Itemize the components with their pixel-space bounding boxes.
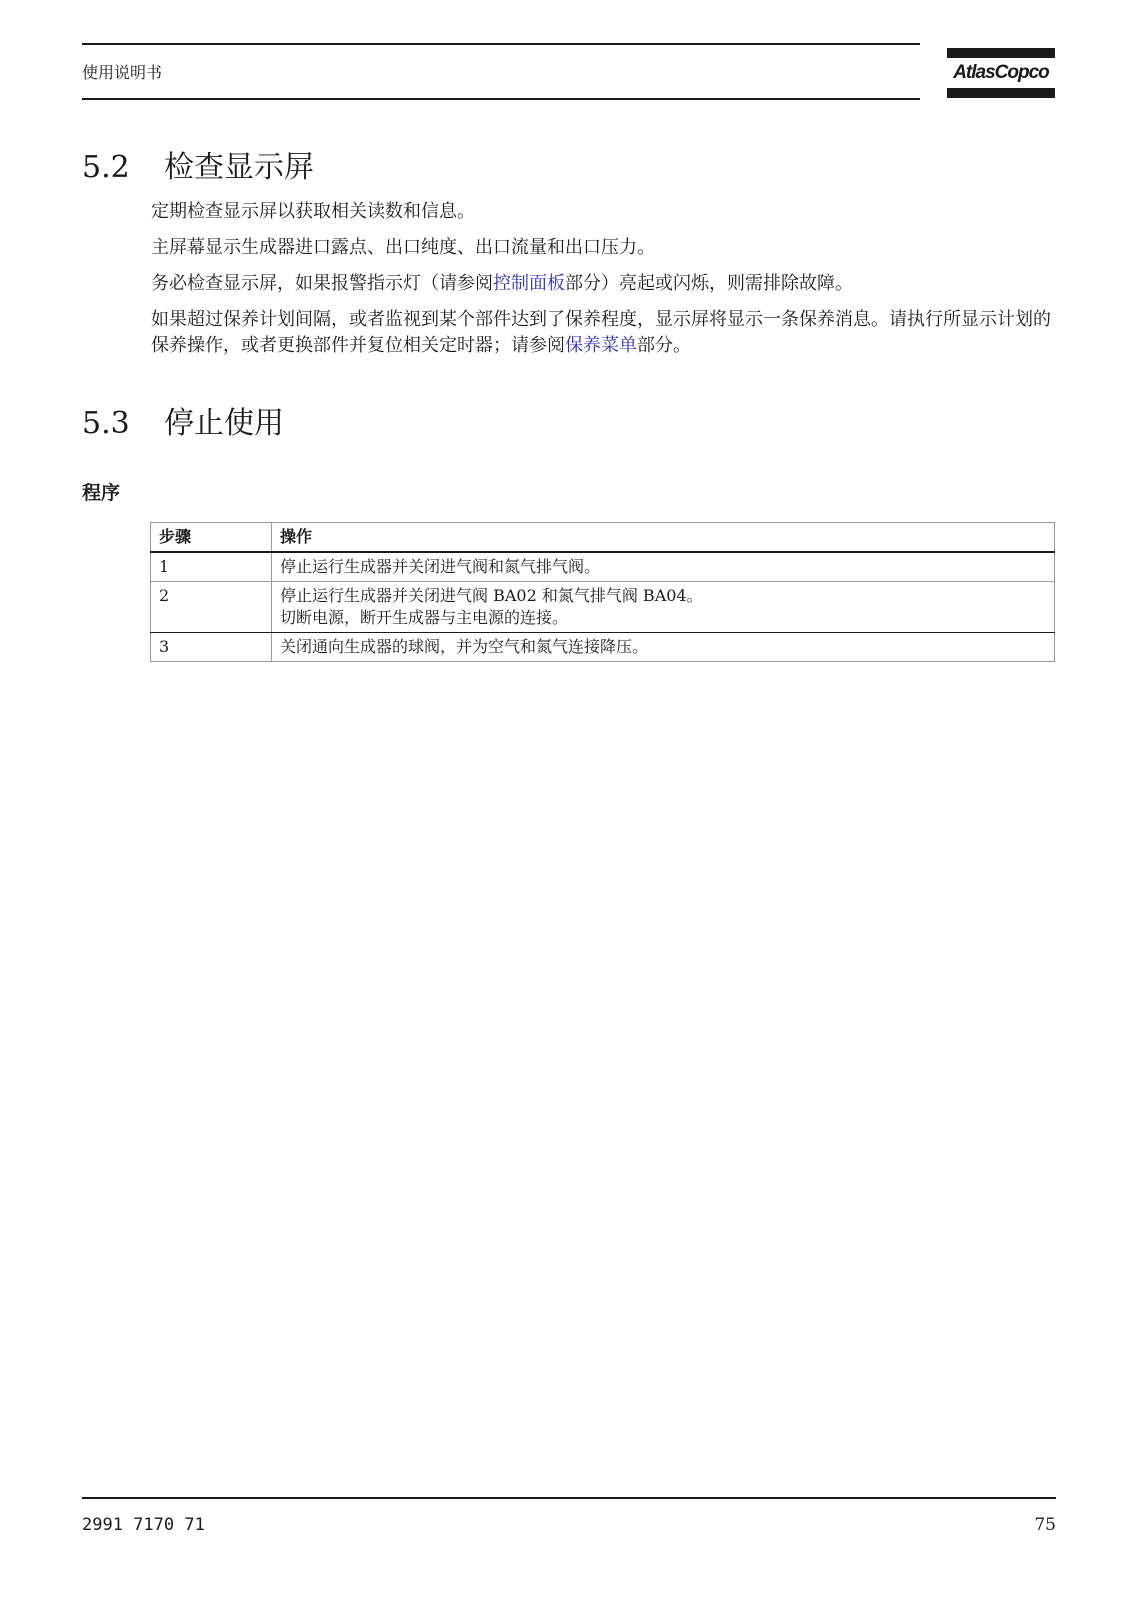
step-cell: 1 (151, 552, 272, 582)
section-number: 5.3 (82, 406, 130, 441)
action-line: 关闭通向生成器的球阀，并为空气和氮气连接降压。 (280, 637, 649, 656)
action-cell (272, 582, 1055, 633)
step-cell: 2 (151, 582, 272, 633)
action-cell (272, 552, 1055, 582)
logo-top-bar (947, 48, 1055, 58)
step-cell: 3 (151, 633, 272, 662)
paragraph-1: 定期检查显示屏以获取相关读数和信息。 (151, 201, 475, 222)
column-header-step: 步骤 (151, 523, 272, 553)
action-cell (272, 633, 1055, 662)
maintenance-menu-link[interactable]: 保养菜单 (565, 335, 637, 356)
table-header-row (151, 523, 1055, 553)
header-bottom-rule (82, 98, 920, 100)
procedure-table (150, 522, 1055, 662)
section-number: 5.2 (82, 150, 130, 185)
header-top-rule (82, 43, 920, 45)
control-panel-link[interactable]: 控制面板 (493, 273, 565, 294)
action-line: 停止运行生成器并关闭进气阀和氮气排气阀。 (280, 557, 601, 576)
table-row (151, 582, 1055, 633)
table-row (151, 633, 1055, 662)
paragraph-4-text-after: 部分。 (637, 335, 691, 356)
footer-page-number: 75 (1034, 1515, 1056, 1535)
paragraph-3 (151, 271, 1056, 297)
logo-bottom-bar (947, 88, 1055, 98)
paragraph-4-text-before: 如果超过保养计划间隔，或者监视到某个部件达到了保养程度，显示屏将显示一条保养消息。请执行所显示计划的保养操作，或者更换部件并复位相关定时器；请参阅 (151, 309, 1051, 356)
action-line: 停止运行生成器并关闭进气阀 BA02 和氮气排气阀 BA04。 (280, 586, 703, 605)
action-line: 切断电源，断开生成器与主电源的连接。 (280, 608, 569, 627)
paragraph-4 (151, 307, 1056, 359)
footer-rule (82, 1497, 1056, 1499)
table-row (151, 552, 1055, 582)
section-5-2-heading (82, 150, 314, 186)
section-title: 停止使用 (164, 406, 284, 441)
footer-document-number: 2991 7170 71 (82, 1515, 205, 1535)
section-title: 检查显示屏 (164, 150, 314, 185)
header-label: 使用说明书 (82, 63, 163, 82)
column-header-action: 操作 (272, 523, 1055, 553)
logo-text: AtlasCopco (953, 62, 1049, 83)
section-5-3-heading (82, 406, 284, 442)
paragraph-3-text-before: 务必检查显示屏，如果报警指示灯（请参阅 (151, 273, 493, 294)
paragraph-2: 主屏幕显示生成器进口露点、出口纯度、出口流量和出口压力。 (151, 237, 655, 258)
procedure-heading: 程序 (82, 482, 121, 504)
atlas-copco-logo (947, 48, 1055, 100)
paragraph-3-text-after: 部分）亮起或闪烁，则需排除故障。 (565, 273, 853, 294)
